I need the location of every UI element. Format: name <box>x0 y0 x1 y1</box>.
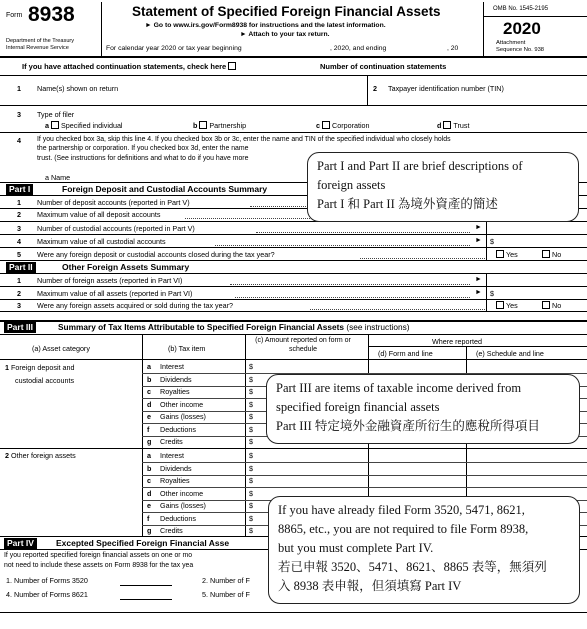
amount-dollar-sign: $ <box>249 387 253 396</box>
continuation-checkbox[interactable] <box>228 62 236 70</box>
part-2-line-2-num: 2 <box>17 289 21 298</box>
arrow-icon: ► <box>475 224 482 231</box>
part-1-title: Foreign Deposit and Custodial Accounts Summary <box>62 184 268 194</box>
arrow-icon: ► <box>475 237 482 244</box>
col-a-header: (a) Asset category <box>32 344 90 353</box>
continuation-count-label: Number of continuation statements <box>320 62 447 71</box>
part-1-line-5-label: Were any foreign deposit or custodial accounts closed during the tax year? <box>37 250 275 259</box>
tax-item-label: Dividends <box>160 374 192 384</box>
dollar-sign: $ <box>490 237 494 246</box>
calendar-end: , 20 <box>447 45 459 52</box>
part-2-no-option[interactable]: No <box>540 301 561 310</box>
part-3-group-1: 1 Foreign deposit and custodial accounts <box>5 363 75 385</box>
line-4-text-2: the partnership or corporation. If you checked box 3d, enter the name <box>37 145 249 152</box>
attach-line: ► Attach to your tax return. <box>240 31 330 38</box>
part-1-line-4-label: Maximum value of all custodial accounts <box>37 237 166 246</box>
part-1-line-5-num: 5 <box>17 250 21 259</box>
amount-dollar-sign: $ <box>249 501 253 510</box>
callout-part-1-2: Part I and Part II are brief descriptions of foreign assets Part I 和 Part II 為境外資產的簡述 <box>307 152 579 222</box>
dept-line-2: Internal Revenue Service <box>6 45 69 51</box>
calendar-mid: , 2020, and ending <box>330 45 387 52</box>
form-title: Statement of Specified Foreign Financial Assets <box>132 4 441 19</box>
part-4-title: Excepted Specified Foreign Financial Asse <box>56 538 230 548</box>
amount-dollar-sign: $ <box>249 476 253 485</box>
part-3-tag: Part III <box>4 322 36 333</box>
amount-dollar-sign: $ <box>249 526 253 535</box>
line-1-num: 1 <box>17 84 21 93</box>
dollar-sign: $ <box>490 289 494 298</box>
part-1-line-1-label: Number of deposit accounts (reported in Part V) <box>37 198 190 207</box>
amount-dollar-sign: $ <box>249 451 253 460</box>
part-4-item-1: 1. Number of Forms 3520 <box>6 576 88 585</box>
tax-item-key: c <box>147 387 151 396</box>
tax-item-label: Deductions <box>160 424 196 434</box>
part-2-line-1-label: Number of foreign assets (reported in Part VI) <box>37 276 183 285</box>
tax-item-key: g <box>147 526 152 535</box>
part-2-line-1-num: 1 <box>17 276 21 285</box>
goto-line: ► Go to www.irs.gov/Form8938 for instructions and the latest information. <box>145 22 386 29</box>
part-1-tag: Part I <box>6 184 33 195</box>
tax-item-label: Other income <box>160 488 204 498</box>
amount-dollar-sign: $ <box>249 399 253 409</box>
amount-dollar-sign: $ <box>249 424 253 434</box>
tax-item-label: Other income <box>160 399 204 409</box>
col-d-header: (d) Form and line <box>378 349 433 358</box>
tax-item-key: a <box>147 362 151 371</box>
part-1-line-3-num: 3 <box>17 224 21 233</box>
line-2-num: 2 <box>373 84 377 93</box>
tax-item-key: a <box>147 451 151 460</box>
line-3-num: 3 <box>17 110 21 119</box>
form-label: Form <box>6 12 23 19</box>
where-reported-header: Where reported <box>432 337 482 346</box>
part-1-line-4-num: 4 <box>17 237 21 246</box>
filer-option-a[interactable]: a Specified individual <box>45 121 123 130</box>
part-4-text-1: If you reported specified foreign financial assets on one or mo <box>4 552 193 559</box>
amount-dollar-sign: $ <box>249 463 253 473</box>
tax-item-label: Interest <box>160 362 184 371</box>
col-e-header: (e) Schedule and line <box>476 349 544 358</box>
checkbox-icon[interactable] <box>496 301 504 309</box>
part-4-item-4: 4. Number of Forms 8621 <box>6 590 88 599</box>
tax-item-key: e <box>147 412 151 421</box>
checkbox-icon[interactable] <box>322 121 330 129</box>
tax-item-label: Deductions <box>160 513 196 523</box>
checkbox-icon[interactable] <box>51 121 59 129</box>
tax-item-key: b <box>147 463 152 473</box>
part-3-title: Summary of Tax Items Attributable to Specified Foreign Financial Assets (see instructions) <box>58 322 410 332</box>
omb-number: OMB No. 1545-2195 <box>493 6 549 12</box>
part-2-line-2-label: Maximum value of all assets (reported in Part VI) <box>37 289 193 298</box>
tax-item-label: Credits <box>160 437 183 446</box>
tax-item-label: Royalties <box>160 476 190 485</box>
tax-item-label: Credits <box>160 526 183 535</box>
line-3-label: Type of filer <box>37 110 75 119</box>
amount-dollar-sign: $ <box>249 362 253 371</box>
line-1-label: Name(s) shown on return <box>37 84 119 93</box>
part-4-tag: Part IV <box>4 538 37 549</box>
tax-item-key: d <box>147 488 152 498</box>
line-4-text-3: trust. (See instructions for definitions and what to do if you have more <box>37 155 249 162</box>
checkbox-icon[interactable] <box>496 250 504 258</box>
callout-part-4: If you have already filed Form 3520, 5471, 8621, 8865, etc., you are not required to file Form 8938, but you must complete Part IV. 若已申報 3520、5471、8621、8865 表等，無須列 入 8938 表申報，但須填寫 Part IV <box>268 496 580 604</box>
checkbox-icon[interactable] <box>542 250 550 258</box>
checkbox-icon[interactable] <box>199 121 207 129</box>
line-2-label: Taxpayer identification number (TIN) <box>388 84 504 93</box>
line-4a-name: a Name <box>45 173 71 182</box>
amount-dollar-sign: $ <box>249 488 253 498</box>
part-1-line-2-label: Maximum value of all deposit accounts <box>37 210 161 219</box>
continuation-label: If you have attached continuation statements, check here <box>22 62 238 71</box>
line-4-text-1: If you checked box 3a, skip this line 4. If you checked box 3b or 3c, enter the name and TIN of the specified individual who closely holds <box>37 136 451 143</box>
part-1-no-option[interactable]: No <box>540 250 561 259</box>
amount-dollar-sign: $ <box>249 412 253 421</box>
tax-item-key: d <box>147 399 152 409</box>
sequence-number: Sequence No. 938 <box>496 47 545 53</box>
col-b-header: (b) Tax item <box>168 344 206 353</box>
part-1-line-2-num: 2 <box>17 210 21 219</box>
line-4-num: 4 <box>17 136 21 145</box>
tax-item-label: Royalties <box>160 387 190 396</box>
amount-dollar-sign: $ <box>249 437 253 446</box>
part-1-line-1-num: 1 <box>17 198 21 207</box>
callout-part-3: Part III are items of taxable income derived from specified foreign financial assets Part III 特定境外金融資產所衍生的應稅所得項目 <box>266 374 580 444</box>
calendar-line: For calendar year 2020 or tax year beginning <box>106 45 242 52</box>
dept-line-1: Department of the Treasury <box>6 38 75 44</box>
tax-item-label: Interest <box>160 451 184 460</box>
tax-item-key: f <box>147 424 150 434</box>
part-1-yes-option[interactable]: Yes <box>494 250 518 259</box>
arrow-icon: ► <box>475 289 482 296</box>
part-2-line-3-num: 3 <box>17 301 21 310</box>
tax-year: 2020 <box>503 19 541 38</box>
part-4-item-5: 5. Number of F <box>202 590 250 599</box>
tax-item-key: f <box>147 513 150 523</box>
part-1-line-3-label: Number of custodial accounts (reported in Part V) <box>37 224 195 233</box>
form-number: 8938 <box>28 3 75 26</box>
part-2-title: Other Foreign Assets Summary <box>62 262 190 272</box>
tax-item-key: b <box>147 374 152 384</box>
part-2-tag: Part II <box>6 262 36 273</box>
tax-item-key: e <box>147 501 151 510</box>
filer-option-d[interactable]: d Trust <box>437 121 470 130</box>
amount-dollar-sign: $ <box>249 374 253 384</box>
tax-item-key: g <box>147 437 152 446</box>
part-3-group-2: 2 Other foreign assets <box>5 451 76 460</box>
tax-item-label: Gains (losses) <box>160 412 206 421</box>
arrow-icon: ► <box>475 276 482 283</box>
filer-option-c[interactable]: c Corporation <box>316 121 370 130</box>
part-4-text-2: not need to include these assets on Form 8938 for the tax yea <box>4 562 194 569</box>
part-2-yes-option[interactable]: Yes <box>494 301 518 310</box>
part-2-line-3-label: Were any foreign assets acquired or sold during the tax year? <box>37 301 234 310</box>
amount-dollar-sign: $ <box>249 513 253 523</box>
part-4-item-2: 2. Number of F <box>202 576 250 585</box>
filer-option-b[interactable]: b Partnership <box>193 121 247 130</box>
tax-item-label: Dividends <box>160 463 192 473</box>
col-c-header: (c) Amount reported on form or schedule <box>255 337 351 353</box>
attachment-label: Attachment <box>496 40 526 46</box>
checkbox-icon[interactable] <box>443 121 451 129</box>
tax-item-label: Gains (losses) <box>160 501 206 510</box>
tax-item-key: c <box>147 476 151 485</box>
checkbox-icon[interactable] <box>542 301 550 309</box>
